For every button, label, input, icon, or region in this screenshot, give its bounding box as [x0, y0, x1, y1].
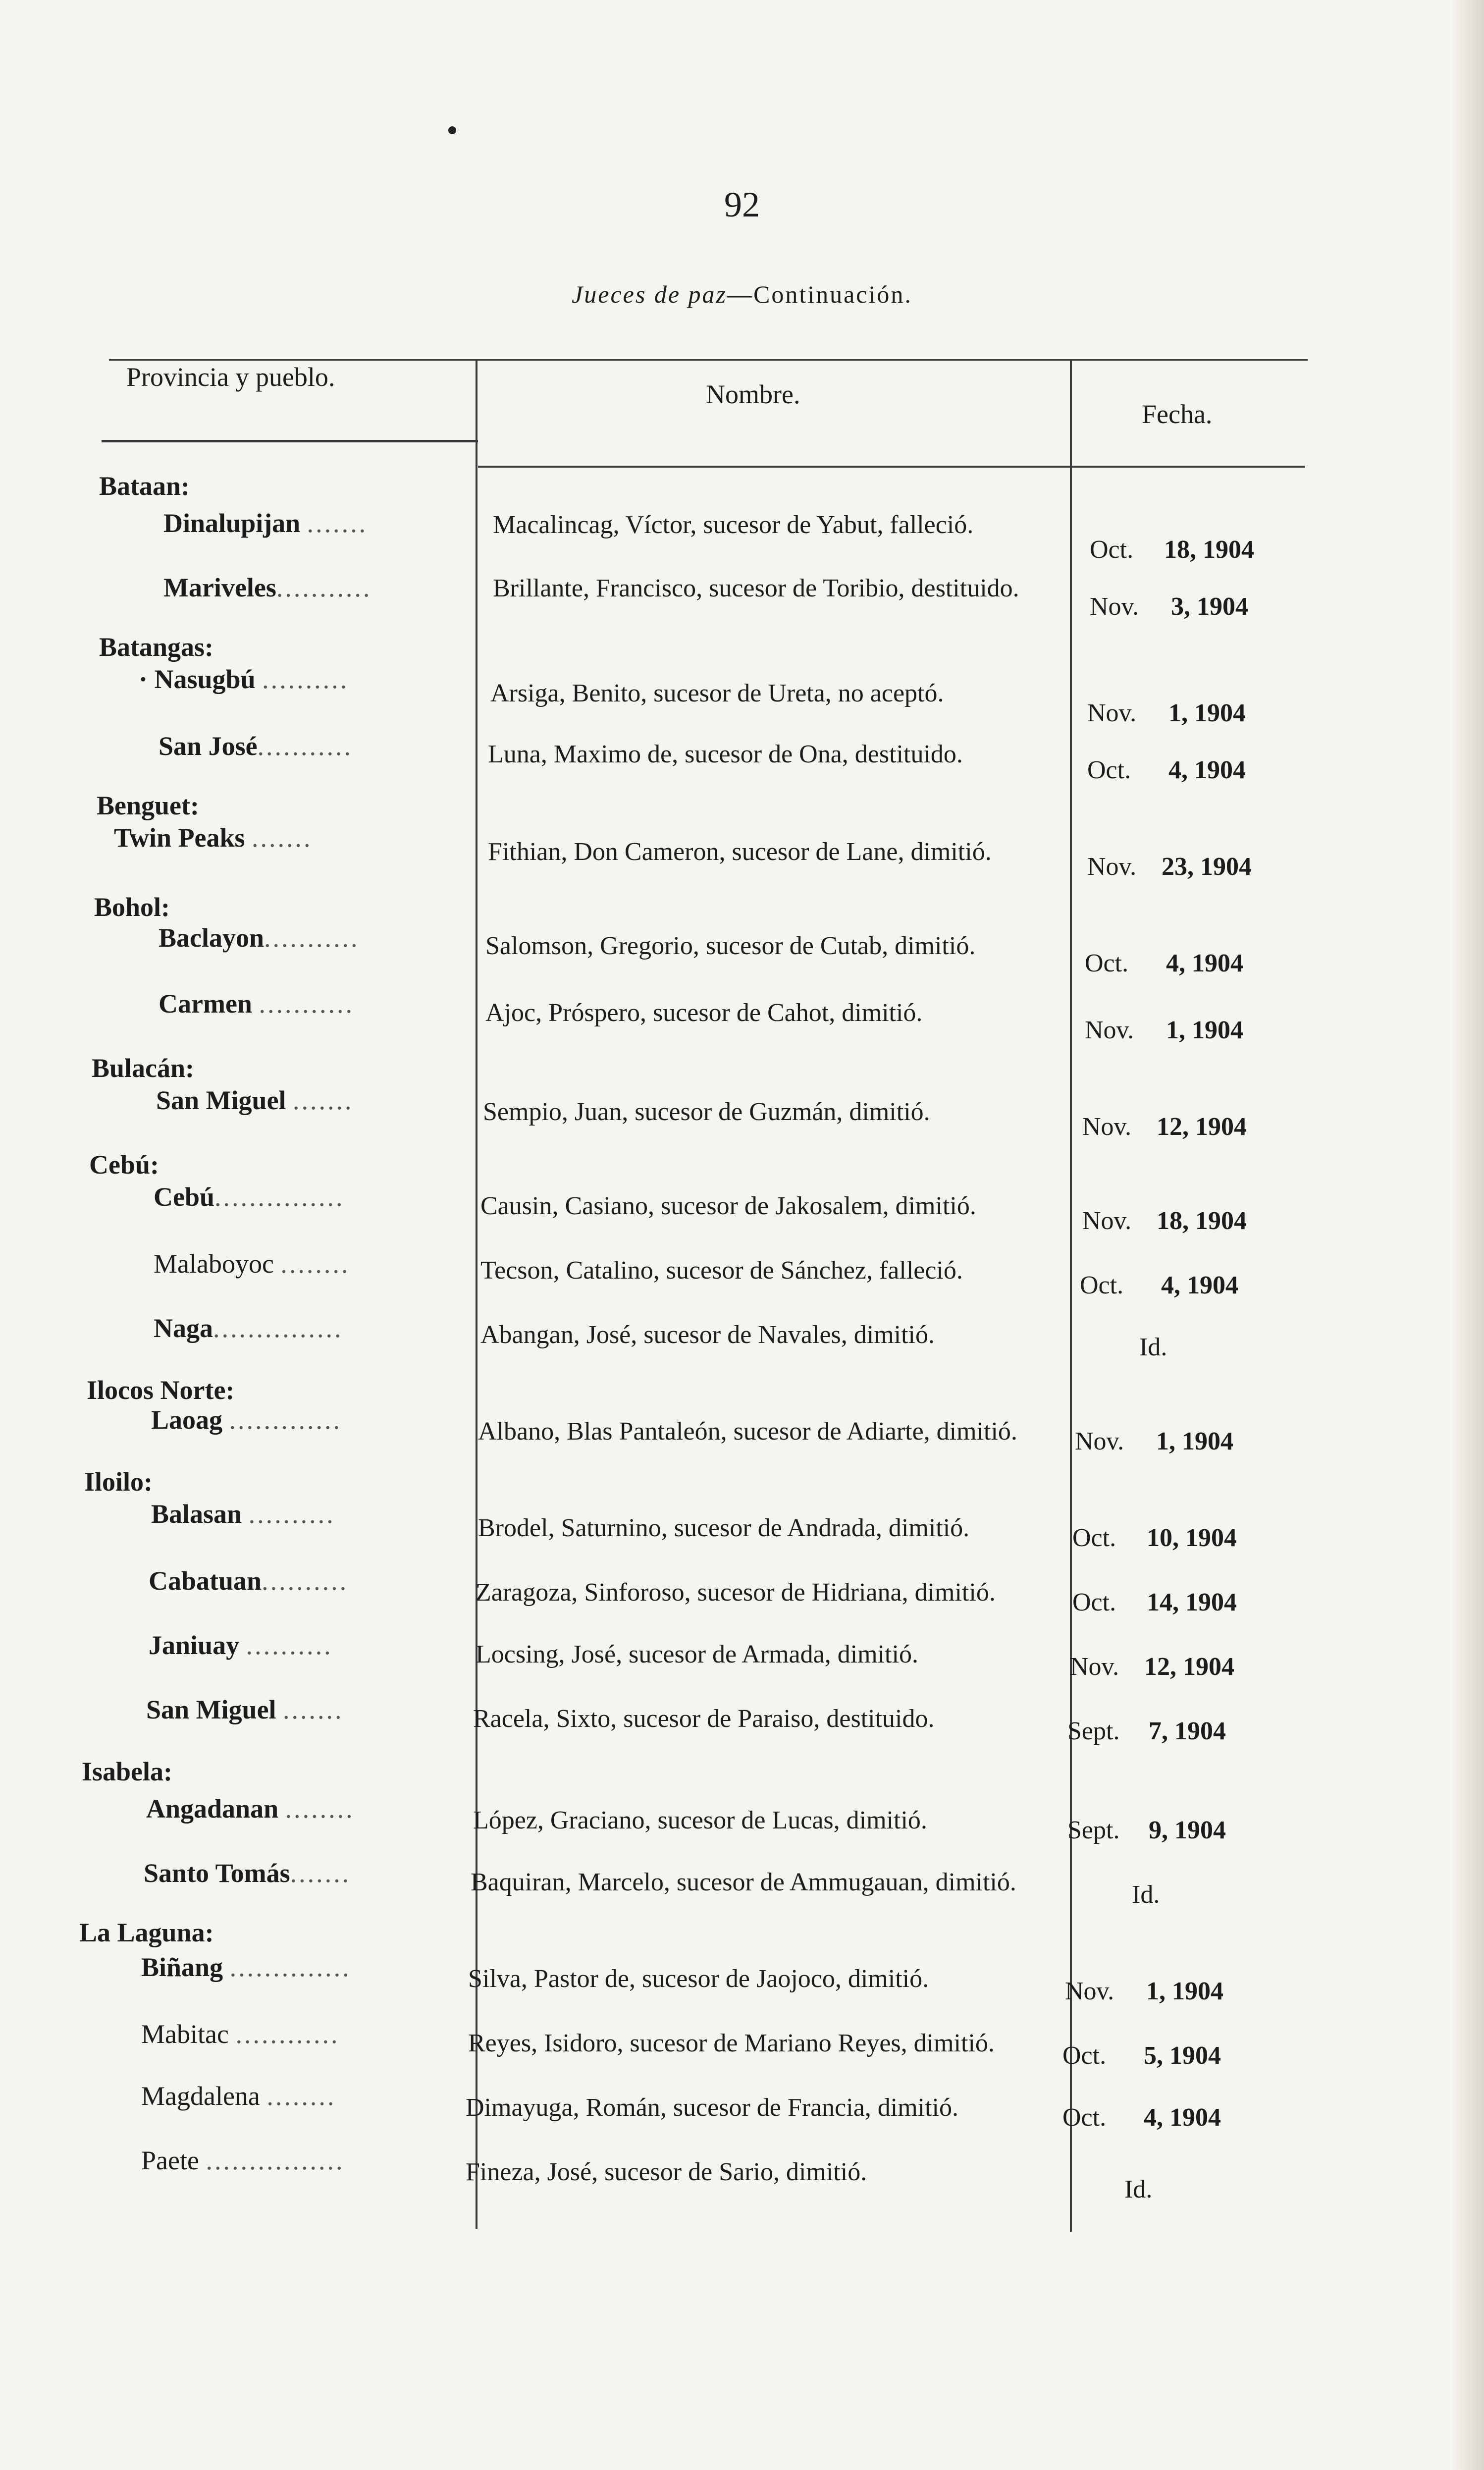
- table-row-date: [1090, 535, 1254, 564]
- leader-dots: ...............: [214, 1182, 345, 1212]
- town-label: Balasan: [151, 1499, 242, 1529]
- table-title-italic: Jueces de paz: [572, 280, 727, 308]
- table-row-town: [151, 1404, 342, 1435]
- table-row-town: [141, 2019, 339, 2049]
- table-row-town: [159, 988, 354, 1019]
- date-idem: Id.: [1132, 1880, 1160, 1909]
- table-row-town: [154, 1181, 345, 1212]
- date-day-year: 4, 1904: [1161, 1271, 1238, 1299]
- table-row-town: [144, 1858, 351, 1888]
- table-row-name: Macalincag, Víctor, sucesor de Yabut, falleció.: [493, 511, 974, 539]
- town-label: Nasugbú: [154, 664, 256, 694]
- table-row-date: [1082, 1112, 1247, 1141]
- table-row-name: Salomson, Gregorio, sucesor de Cutab, dimitió.: [485, 932, 976, 960]
- column-divider-1: [476, 359, 477, 2229]
- province-heading: Isabela:: [82, 1757, 173, 1786]
- date-day-year: 5, 1904: [1144, 2041, 1221, 2070]
- table-row-date: [1090, 592, 1248, 621]
- date-month: Oct.: [1072, 1524, 1116, 1552]
- header-bottom-rule-left: [102, 440, 478, 442]
- date-day-year: 18, 1904: [1164, 536, 1254, 564]
- leader-dots: ..........: [262, 664, 349, 694]
- table-row-date: [1082, 1206, 1247, 1235]
- leader-dots: ..........: [262, 1566, 349, 1596]
- town-label: Magdalena: [141, 2081, 260, 2111]
- table-row-name: Arsiga, Benito, sucesor de Ureta, no aceptó.: [490, 679, 944, 707]
- column-divider-2: [1070, 359, 1072, 2232]
- table-row-date: [1132, 1880, 1160, 1909]
- table-row-town: [141, 1952, 351, 1983]
- province-heading: Bulacán:: [92, 1053, 195, 1083]
- table-row-name: Locsing, José, sucesor de Armada, dimitió.: [476, 1640, 918, 1668]
- date-month: Nov.: [1070, 1653, 1119, 1681]
- date-day-year: 10, 1904: [1147, 1524, 1237, 1552]
- table-row-name: Silva, Pastor de, sucesor de Jaojoco, dimitió.: [468, 1965, 929, 1993]
- leader-dots: ........: [266, 2081, 336, 2111]
- table-row-name: Albano, Blas Pantaleón, sucesor de Adiarte, dimitió.: [478, 1417, 1017, 1446]
- table-row-town: [146, 1793, 355, 1824]
- date-day-year: 1, 1904: [1146, 1977, 1223, 2005]
- date-day-year: 12, 1904: [1144, 1653, 1234, 1681]
- table-row-date: [1072, 1588, 1237, 1617]
- date-month: Nov.: [1085, 1016, 1134, 1044]
- date-idem: Id.: [1124, 2175, 1153, 2203]
- table-row-date: [1062, 2103, 1221, 2132]
- table-row-name: Baquiran, Marcelo, sucesor de Ammugauan, dimitió.: [471, 1868, 1016, 1896]
- province-heading: Iloilo:: [84, 1467, 153, 1497]
- table-row-name: Causin, Casiano, sucesor de Jakosalem, dimitió.: [480, 1192, 976, 1220]
- page-edge: [1451, 0, 1484, 2470]
- table-row-date: [1065, 1977, 1223, 2006]
- table-title: [0, 280, 1484, 309]
- province-heading: Cebú:: [89, 1150, 159, 1180]
- table-row-name: Fineza, José, sucesor de Sario, dimitió.: [466, 2158, 867, 2186]
- leader-dots: ...........: [259, 989, 354, 1019]
- town-label: San Miguel: [146, 1695, 276, 1724]
- header-nombre: Nombre.: [706, 379, 800, 409]
- leader-dots: ........: [285, 1794, 355, 1824]
- table-row-town: [163, 572, 371, 603]
- province-heading: La Laguna:: [79, 1918, 214, 1947]
- table-row-date: [1124, 2175, 1152, 2204]
- town-label: Janiuay: [149, 1630, 240, 1660]
- province-heading: Bohol:: [94, 892, 170, 922]
- table-row-name: Ajoc, Próspero, sucesor de Cahot, dimitió.: [485, 999, 923, 1027]
- table-row-name: Luna, Maximo de, sucesor de Ona, destituido.: [488, 740, 963, 768]
- date-day-year: 1, 1904: [1156, 1427, 1233, 1455]
- table-row-name: Zaragoza, Sinforoso, sucesor de Hidriana, dimitió.: [476, 1578, 996, 1607]
- table-row-date: [1075, 1427, 1233, 1456]
- date-day-year: 9, 1904: [1149, 1816, 1226, 1844]
- table-row-date: [1067, 1717, 1226, 1746]
- town-label: Cabatuan: [149, 1566, 262, 1596]
- date-day-year: 4, 1904: [1144, 2103, 1221, 2132]
- table-row-name: Reyes, Isidoro, sucesor de Mariano Reyes, dimitió.: [468, 2029, 995, 2057]
- town-label: Twin Peaks: [114, 823, 245, 853]
- table-row-date: [1085, 949, 1243, 978]
- leader-dots: ..........: [246, 1630, 333, 1660]
- province-heading: Benguet:: [97, 791, 199, 820]
- date-idem: Id.: [1139, 1333, 1167, 1361]
- date-month: Oct.: [1090, 536, 1134, 564]
- town-label: Angadanan: [146, 1794, 279, 1824]
- date-day-year: 12, 1904: [1157, 1113, 1247, 1141]
- date-month: Nov.: [1082, 1207, 1132, 1235]
- table-row-town: [154, 1313, 343, 1343]
- town-label: Biñang: [141, 1952, 223, 1982]
- table-row-town: [141, 2145, 344, 2176]
- date-month: Oct.: [1085, 949, 1129, 977]
- leader-dots: ...............: [213, 1313, 343, 1343]
- table-row-town: [139, 664, 349, 695]
- date-month: Oct.: [1072, 1588, 1116, 1616]
- leader-dots: ...........: [276, 573, 372, 602]
- table-row-date: [1080, 1271, 1238, 1300]
- province-heading: Ilocos Norte:: [87, 1375, 235, 1405]
- table-row-name: López, Graciano, sucesor de Lucas, dimitió.: [473, 1806, 927, 1834]
- town-label: Naga: [154, 1313, 213, 1343]
- table-row-town: [156, 1085, 354, 1116]
- date-month: Nov.: [1087, 699, 1137, 727]
- date-day-year: 7, 1904: [1149, 1717, 1226, 1745]
- date-day-year: 4, 1904: [1166, 949, 1243, 977]
- leader-dots: .......: [290, 1858, 351, 1888]
- table-row-date: [1062, 2041, 1221, 2070]
- printer-dot: [448, 126, 456, 134]
- town-label: Cebú: [154, 1182, 215, 1212]
- leader-dots: ........: [280, 1249, 350, 1279]
- header-fecha: Fecha.: [1142, 399, 1213, 429]
- leader-dots: ................: [206, 2146, 345, 2175]
- date-month: Sept.: [1067, 1816, 1120, 1844]
- province-heading: Bataan:: [99, 471, 190, 501]
- date-month: Sept.: [1067, 1717, 1120, 1745]
- table-row-town: [154, 1248, 350, 1279]
- date-day-year: 18, 1904: [1157, 1207, 1247, 1235]
- town-label: Mabitac: [141, 2019, 229, 2049]
- town-label: San Miguel: [156, 1085, 286, 1115]
- date-month: Oct.: [1080, 1271, 1124, 1299]
- town-label: Paete: [141, 2146, 199, 2175]
- date-month: Nov.: [1075, 1427, 1124, 1455]
- table-row-town: [159, 731, 353, 761]
- town-label: Mariveles: [163, 573, 276, 602]
- date-month: Nov.: [1090, 592, 1139, 621]
- table-row-date: [1085, 1016, 1243, 1045]
- date-day-year: 23, 1904: [1162, 853, 1252, 881]
- leader-dots: ...........: [264, 923, 360, 953]
- table-row-name: Fithian, Don Cameron, sucesor de Lane, dimitió.: [488, 838, 992, 866]
- table-row-date: [1139, 1333, 1167, 1362]
- leader-dots: ..........: [248, 1499, 335, 1529]
- date-month: Nov.: [1065, 1977, 1114, 2005]
- town-label: Santo Tomás: [144, 1858, 290, 1888]
- date-month: Oct.: [1062, 2103, 1107, 2132]
- date-day-year: 4, 1904: [1168, 756, 1246, 784]
- leader-dots: .......: [252, 823, 313, 853]
- leader-dots: ...........: [257, 731, 353, 761]
- table-row-name: Racela, Sixto, sucesor de Paraiso, destituido.: [473, 1705, 935, 1733]
- table-row-date: [1087, 852, 1252, 881]
- table-row-date: [1070, 1652, 1234, 1681]
- town-label: Malaboyoc: [154, 1249, 274, 1279]
- header-provincia: Provincia y pueblo.: [126, 362, 335, 392]
- table-row-town: [146, 1694, 344, 1725]
- table-row-name: Sempio, Juan, sucesor de Guzmán, dimitió.: [483, 1098, 930, 1126]
- date-day-year: 1, 1904: [1166, 1016, 1243, 1044]
- header-top-rule: [109, 359, 1308, 361]
- table-row-name: Brodel, Saturnino, sucesor de Andrada, dimitió.: [478, 1514, 970, 1542]
- table-row-town: [163, 508, 368, 538]
- table-row-date: [1087, 755, 1246, 785]
- leader-dots: ............: [235, 2019, 340, 2049]
- table-row-name: Tecson, Catalino, sucesor de Sánchez, falleció.: [480, 1256, 963, 1285]
- table-row-town: [151, 1499, 335, 1529]
- leader-dots: .......: [283, 1695, 344, 1724]
- date-month: Oct.: [1087, 756, 1131, 784]
- leader-dots: .......: [307, 508, 368, 538]
- table-title-rest: —Continuación.: [727, 280, 912, 308]
- table-row-name: Abangan, José, sucesor de Navales, dimitió.: [480, 1321, 935, 1349]
- table-row-date: [1087, 698, 1246, 728]
- town-label: Dinalupijan: [163, 508, 301, 538]
- page-number: 92: [724, 185, 760, 224]
- date-month: Nov.: [1082, 1113, 1132, 1141]
- town-label: Carmen: [159, 989, 252, 1019]
- header-bottom-rule-right: [478, 466, 1305, 468]
- town-label: San José: [159, 731, 258, 761]
- leader-dots: .............: [229, 1405, 342, 1435]
- table-row-date: [1067, 1816, 1226, 1845]
- table-row-date: [1072, 1523, 1237, 1553]
- date-month: Oct.: [1062, 2041, 1107, 2070]
- town-label: Laoag: [151, 1405, 223, 1435]
- leader-dots: ..............: [229, 1952, 351, 1982]
- date-month: Nov.: [1087, 853, 1137, 881]
- town-label: Baclayon: [159, 923, 265, 953]
- date-day-year: 14, 1904: [1147, 1588, 1237, 1616]
- table-row-name: Dimayuga, Román, sucesor de Francia, dimitió.: [466, 2094, 959, 2122]
- table-row-name: Brillante, Francisco, sucesor de Toribio, destituido.: [493, 574, 1019, 602]
- province-heading: Batangas:: [99, 632, 214, 662]
- table-row-town: [149, 1630, 333, 1661]
- bullet-mark: ·: [139, 664, 155, 694]
- leader-dots: .......: [293, 1085, 354, 1115]
- table-row-town: [159, 922, 360, 953]
- table-row-town: [149, 1565, 348, 1596]
- date-day-year: 1, 1904: [1168, 699, 1246, 727]
- table-row-town: [114, 822, 313, 853]
- date-day-year: 3, 1904: [1171, 592, 1248, 621]
- table-row-town: [141, 2081, 336, 2111]
